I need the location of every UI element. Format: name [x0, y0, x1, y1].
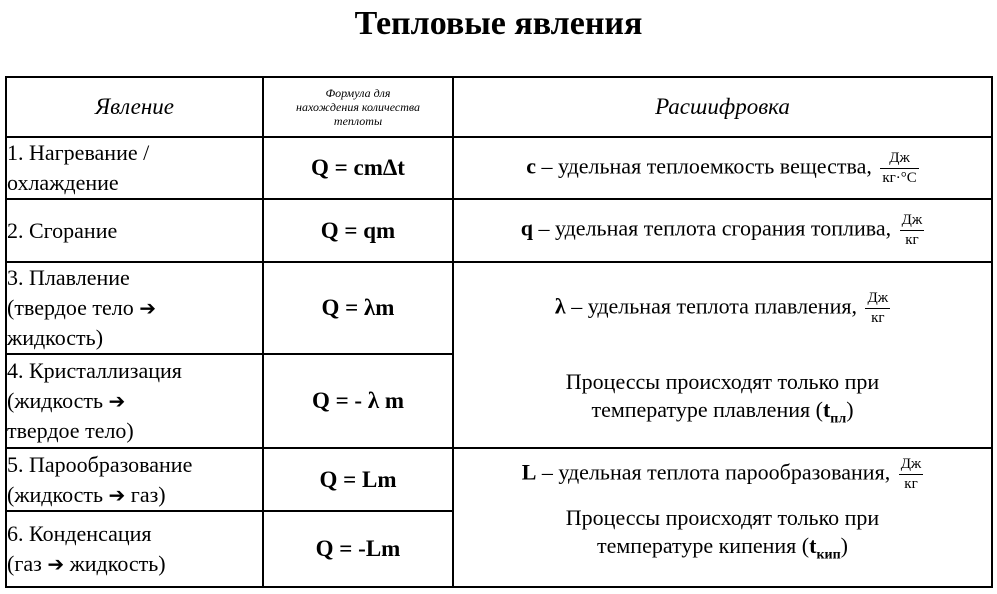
decoding-cell — [453, 448, 992, 587]
note-line — [591, 396, 853, 433]
unit-denominator: кг — [905, 232, 919, 249]
process-note — [454, 355, 991, 447]
note-close: ) — [840, 532, 848, 558]
header-formula-text: Формула для нахождения количества теплоты — [295, 86, 421, 129]
unit-numerator: Дж — [899, 456, 924, 475]
symbol: q — [520, 215, 533, 241]
description: – удельная теплота плавления, — [565, 293, 857, 319]
phenomenon-cell — [6, 199, 263, 261]
header-formula — [263, 77, 453, 137]
page-title: Тепловые явления — [354, 5, 643, 42]
table-header-row — [6, 77, 992, 137]
phenomenon-label: 3. Плавление — [7, 264, 130, 290]
note-close: ) — [846, 397, 854, 422]
note-subscript: пл — [830, 411, 847, 427]
phenomenon-label: твердое тело) — [7, 418, 134, 444]
table-row — [6, 262, 992, 354]
unit-fraction — [900, 212, 925, 249]
phenomenon-cell — [6, 511, 263, 587]
symbol: λ — [554, 293, 566, 319]
header-decoding: Расшифровка — [453, 77, 992, 137]
right-arrow-icon: ➔ — [108, 482, 126, 507]
phenomenon-cell — [6, 262, 263, 354]
phenomenon-label: 2. Сгорание — [7, 217, 118, 243]
process-note — [454, 499, 991, 573]
phenomenon-label: (жидкость — [7, 481, 104, 507]
unit-numerator: Дж — [900, 212, 925, 231]
note-symbol: t — [822, 397, 831, 422]
formula-cell: Q = cmΔt — [263, 137, 453, 199]
phenomenon-cell — [6, 448, 263, 510]
unit-denominator: кг — [904, 475, 918, 492]
unit-fraction — [899, 456, 924, 493]
unit-numerator: Дж — [880, 150, 918, 169]
unit-fraction — [880, 150, 918, 187]
right-arrow-icon: ➔ — [47, 551, 65, 576]
phenomenon-cell — [6, 354, 263, 448]
phenomenon-label: (твердое тело — [7, 294, 134, 320]
note-text: температуре кипения ( — [597, 532, 810, 558]
phenomenon-label: (жидкость — [7, 388, 104, 414]
heat-phenomena-table — [5, 76, 993, 588]
phenomenon-label: 5. Парообразование — [7, 451, 193, 477]
table-row — [6, 137, 992, 199]
unit-denominator: кг — [871, 310, 885, 327]
decoding-cell — [453, 199, 992, 261]
note-symbol: t — [809, 532, 817, 558]
formula-cell: Q = - λ m — [263, 354, 453, 448]
note-line: Процессы происходят только при — [565, 369, 880, 394]
description: – удельная теплоемкость вещества, — [535, 153, 872, 179]
phenomenon-label: 6. Конденсация — [7, 520, 152, 546]
table-row — [6, 199, 992, 261]
formula-cell: Q = -Lm — [263, 511, 453, 587]
table-row — [6, 448, 992, 510]
symbol: c — [526, 153, 536, 179]
right-arrow-icon: ➔ — [108, 389, 126, 414]
unit-fraction — [865, 290, 890, 327]
phenomenon-cell — [6, 137, 263, 199]
formula-cell: Q = qm — [263, 199, 453, 261]
note-line — [597, 532, 848, 569]
unit-numerator: Дж — [865, 290, 890, 309]
phenomenon-label: 4. Кристаллизация — [7, 358, 182, 384]
phenomenon-label: газ) — [130, 481, 166, 507]
description: – удельная теплота парообразования, — [536, 459, 891, 485]
note-line: Процессы происходят только при — [565, 504, 880, 530]
unit-denominator: кг·°C — [882, 169, 917, 186]
right-arrow-icon: ➔ — [139, 295, 157, 320]
note-subscript: кип — [816, 547, 841, 563]
note-text: температуре плавления ( — [591, 397, 823, 422]
decoding-cell — [453, 262, 992, 449]
phenomenon-label: жидкость) — [7, 324, 104, 350]
decoding-cell — [453, 137, 992, 199]
header-phenomenon: Явление — [6, 77, 263, 137]
description: – удельная теплота сгорания топлива, — [533, 215, 892, 241]
formula-cell: Q = λm — [263, 262, 453, 354]
formula-cell: Q = Lm — [263, 448, 453, 510]
phenomenon-label: 1. Нагревание / охлаждение — [7, 140, 150, 196]
phenomenon-label: (газ — [7, 550, 42, 576]
phenomenon-label: жидкость) — [69, 550, 166, 576]
symbol: L — [521, 459, 537, 485]
